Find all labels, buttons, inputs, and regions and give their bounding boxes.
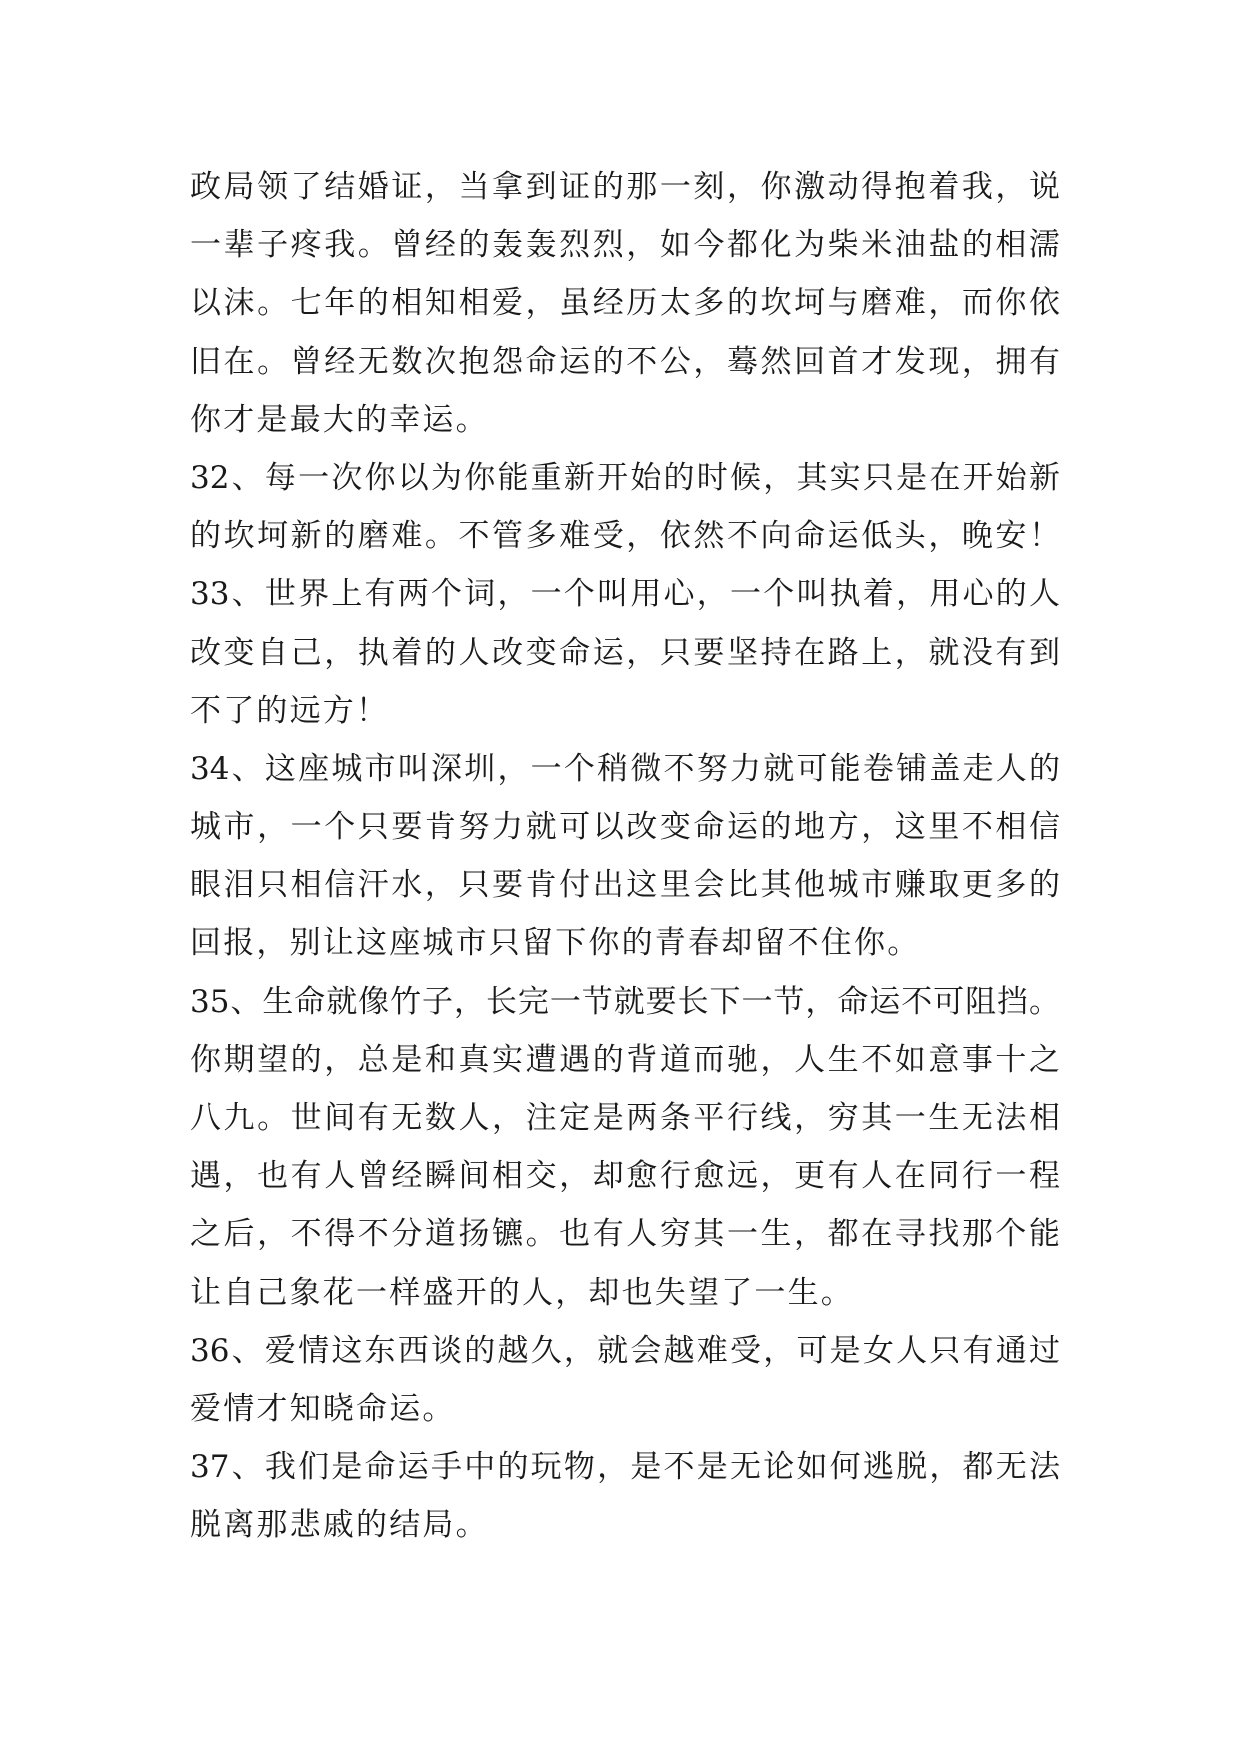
text-line: 让自己象花一样盛开的人，却也失望了一生。 (190, 1274, 854, 1311)
text-line: 政局领了结婚证，当拿到证的那一刻，你激动得抱着我，说 (190, 169, 1060, 205)
text-line: 改变自己，执着的人改变命运，只要坚持在路上，就没有到 (190, 634, 1060, 671)
text-line: 34、这座城市叫深圳，一个稍微不努力就可能卷铺盖走人的 (190, 750, 1060, 787)
text-line: 城市，一个只要肯努力就可以改变命运的地方，这里不相信 (190, 809, 1060, 846)
text-line: 不了的远方！ (190, 692, 390, 729)
text-line: 八九。世间有无数人，注定是两条平行线，穷其一生无法相 (190, 1100, 1060, 1136)
text-line: 之后，不得不分道扬镳。也有人穷其一生，都在寻找那个能 (190, 1216, 1060, 1253)
text-line: 36、爱情这东西谈的越久，就会越难受，可是女人只有通过 (190, 1332, 1060, 1369)
text-line: 32、每一次你以为你能重新开始的时候，其实只是在开始新 (190, 459, 1060, 496)
text-line: 你期望的，总是和真实遭遇的背道而驰，人生不如意事十之 (190, 1041, 1060, 1078)
text-line: 33、世界上有两个词，一个叫用心，一个叫执着，用心的人 (190, 576, 1060, 613)
document-body (190, 158, 1060, 1555)
text-line: 爱情才知晓命运。 (190, 1390, 456, 1427)
text-line: 的坎坷新的磨难。不管多难受，依然不向命运低头，晚安！ (190, 518, 1060, 555)
text-line: 37、我们是命运手中的玩物，是不是无论如何逃脱，都无法 (190, 1449, 1060, 1486)
text-line: 旧在。曾经无数次抱怨命运的不公，蓦然回首才发现，拥有 (190, 343, 1060, 380)
text-line: 遇，也有人曾经瞬间相交，却愈行愈远，更有人在同行一程 (190, 1158, 1060, 1195)
text-line: 一辈子疼我。曾经的轰轰烈烈，如今都化为柴米油盐的相濡 (190, 227, 1060, 264)
text-line: 脱离那悲戚的结局。 (190, 1507, 489, 1544)
text-line: 眼泪只相信汗水，只要肯付出这里会比其他城市赚取更多的 (190, 867, 1060, 904)
text-line: 以沫。七年的相知相爱，虽经历太多的坎坷与磨难，而你依 (190, 285, 1060, 322)
text-line: 你才是最大的幸运。 (190, 401, 489, 438)
text-line: 回报，别让这座城市只留下你的青春却留不住你。 (190, 925, 921, 962)
text-line: 35、生命就像竹子，长完一节就要长下一节，命运不可阻挡。 (190, 983, 1060, 1020)
